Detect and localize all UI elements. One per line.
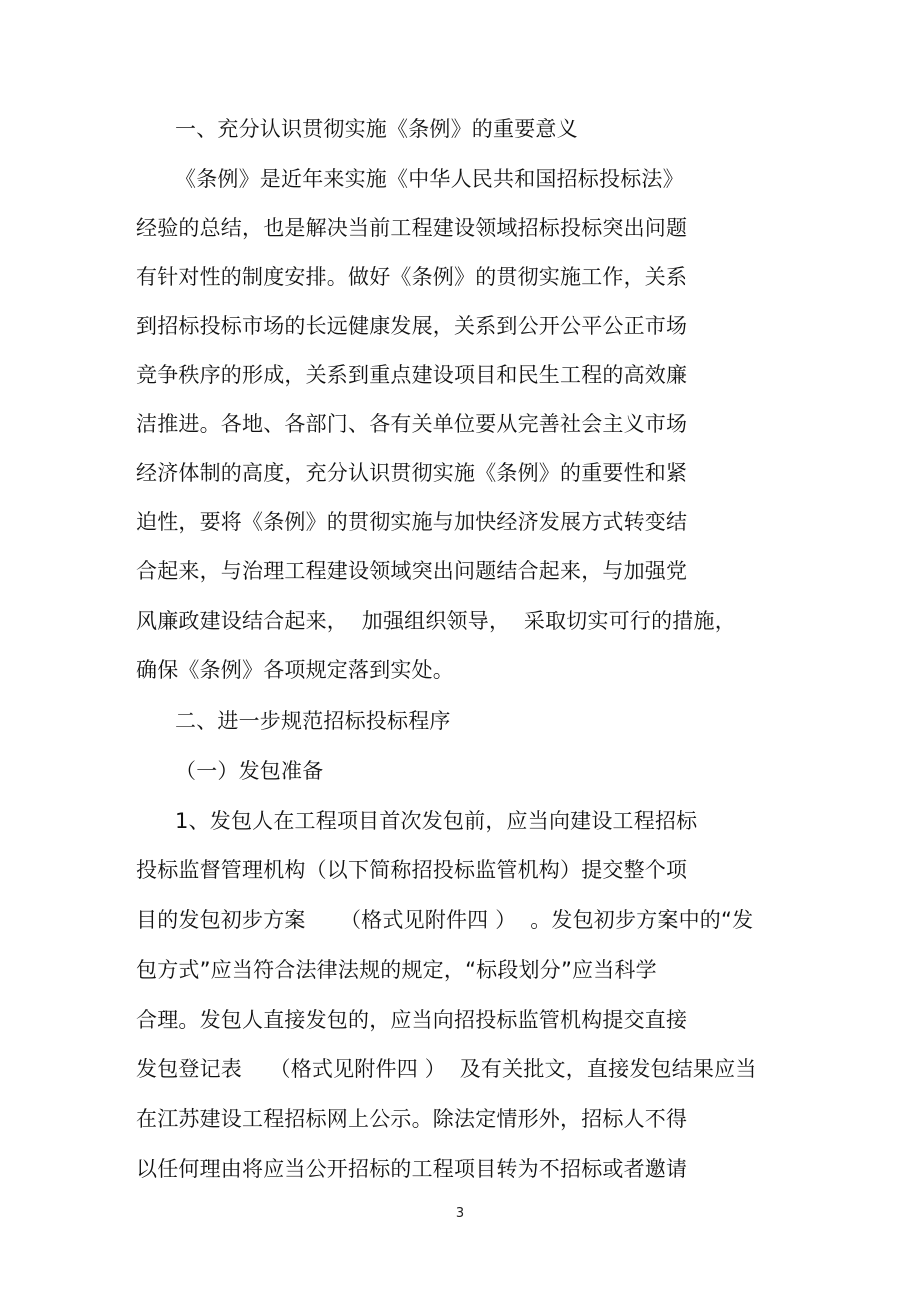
paragraph-line: 竞争秩序的形成，关系到重点建设项目和民生工程的高效廉 bbox=[136, 363, 688, 387]
paragraph-line: 合起来，与治理工程建设领域突出问题结合起来，与加强党 bbox=[136, 559, 688, 583]
paragraph-line: 风廉政建设结合起来， 加强组织领导， 采取切实可行的措施， bbox=[136, 609, 736, 633]
paragraph-line: 投标监督管理机构（以下简称招投标监管机构）提交整个项 bbox=[136, 858, 688, 882]
paragraph-line: 发包登记表 （格式见附件四 ） 及有关批文，直接发包结果应当 bbox=[136, 1057, 757, 1081]
paragraph-line: 包方式”应当符合法律法规的规定，“标段划分”应当科学 bbox=[136, 958, 657, 982]
section-heading-1: 一、充分认识贯彻实施《条例》的重要意义 bbox=[175, 117, 578, 141]
paragraph-line: 到招标投标市场的长远健康发展，关系到公开公平公正市场 bbox=[136, 314, 688, 338]
paragraph-line: 《条例》是近年来实施《中华人民共和国招标投标法》 bbox=[175, 167, 684, 191]
paragraph-line: 经验的总结，也是解决当前工程建设领域招标投标突出问题 bbox=[136, 216, 688, 240]
paragraph-line: 以任何理由将应当公开招标的工程项目转为不招标或者邀请 bbox=[136, 1157, 688, 1181]
subsection-heading: （一）发包准备 bbox=[175, 759, 324, 783]
paragraph-line: 洁推进。各地、各部门、各有关单位要从完善社会主义市场 bbox=[136, 412, 688, 436]
paragraph-line: 迫性，要将《条例》的贯彻实施与加快经济发展方式转变结 bbox=[136, 510, 688, 534]
paragraph-line: 1、发包人在工程项目首次发包前，应当向建设工程招标 bbox=[175, 809, 698, 833]
paragraph-line: 有针对性的制度安排。做好《条例》的贯彻实施工作，关系 bbox=[136, 265, 688, 289]
section-heading-2: 二、进一步规范招标投标程序 bbox=[175, 709, 451, 733]
paragraph-line: 经济体制的高度，充分认识贯彻实施《条例》的重要性和紧 bbox=[136, 461, 688, 485]
paragraph-line: 合理。发包人直接发包的，应当向招投标监管机构提交直接 bbox=[136, 1008, 688, 1032]
paragraph-line: 在江苏建设工程招标网上公示。除法定情形外，招标人不得 bbox=[136, 1107, 688, 1131]
paragraph-line: 目的发包初步方案 （格式见附件四 ） 。发包初步方案中的“发 bbox=[136, 908, 754, 932]
paragraph-line: 确保《条例》各项规定落到实处。 bbox=[136, 658, 454, 682]
page-number: 3 bbox=[455, 1206, 465, 1221]
